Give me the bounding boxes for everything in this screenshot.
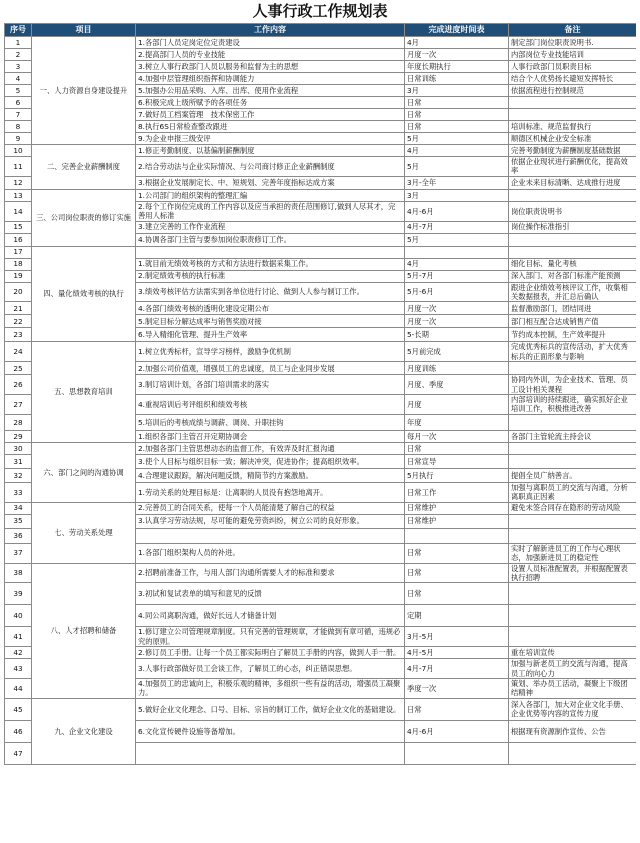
schedule: 5月 [405,157,509,177]
schedule: 5月-6月 [405,282,509,302]
work-content: 9.为企业申报三级安评 [136,133,405,145]
work-content: 4.各部门绩效考核的透明化建设定期公布 [136,302,405,315]
remark: 岗位操作标准指引 [509,221,637,233]
schedule [405,528,509,543]
row-number: 10 [5,145,32,157]
remark: 协同内外训，为企业技术、管理、员工设计相关课程 [509,375,637,395]
remark: 完善考勤制度为薪酬制度基础数据 [509,145,637,157]
schedule: 每月一次 [405,430,509,442]
remark [509,414,637,430]
schedule: 月度、季度 [405,375,509,395]
work-content: 4.加强员工的忠诚向上，积极乐观的精神，多组织一些有益的活动，增强员工凝聚力。 [136,678,405,698]
col-header-schedule: 完成进度时间表 [405,24,509,37]
row-number: 31 [5,454,32,468]
work-content: 2.加强各部门主管思想动态的监督工作，有效弄及时汇报沟通 [136,442,405,454]
remark: 实时了解新进员工的工作与心理状态，加强新进员工的稳定性 [509,543,637,563]
schedule: 日常工作 [405,482,509,502]
row-number: 26 [5,375,32,395]
schedule: 月度一次 [405,302,509,315]
work-content: 2.完善员工的合同关系，使每一个人员能清楚了解自己的权益 [136,502,405,514]
row-number: 30 [5,442,32,454]
row-number: 34 [5,502,32,514]
schedule: 4月 [405,145,509,157]
schedule: 3月 [405,85,509,97]
section-label: 七、劳动关系处理 [32,502,136,563]
schedule: 月度 [405,395,509,415]
schedule: 月度一次 [405,315,509,328]
work-content: 5.加强办公用品采购、入库、出库、使用作业流程 [136,85,405,97]
row-number: 16 [5,233,32,246]
row-number: 9 [5,133,32,145]
row-number: 38 [5,563,32,583]
remark: 监督激励部门，团结同进 [509,302,637,315]
work-content: 1.修正考勤制度、以基偏制薪酬制度 [136,145,405,157]
remark [509,442,637,454]
row-number: 13 [5,189,32,201]
schedule: 4月 [405,37,509,49]
work-content: 1.修订建立公司管理规章制度。只有完善的管理规章，才能做到有章可循，违规必究的原则。 [136,627,405,647]
remark [509,109,637,121]
work-content: 4.同公司离职沟通，做好长远人才储备计划 [136,605,405,627]
schedule: 4月-6月 [405,720,509,742]
remark: 顺德区机械企业安全标准 [509,133,637,145]
schedule: 年度 [405,414,509,430]
remark [509,514,637,528]
work-content: 3.认真学习劳动法规，尽可能的避免劳资纠纷，树立公司的良好形象。 [136,514,405,528]
schedule [405,246,509,258]
schedule: 4月-6月 [405,201,509,221]
schedule: 日常训练 [405,73,509,85]
row-number: 3 [5,61,32,73]
work-content: 1.公司部门的组织架构的整理汇编 [136,189,405,201]
remark [509,233,637,246]
remark: 各部门主管轮流主持会议 [509,430,637,442]
remark: 岗位职责说明书 [509,201,637,221]
col-header-project: 项目 [32,24,136,37]
work-content [136,246,405,258]
schedule: 日常 [405,583,509,605]
schedule: 5月前完成 [405,342,509,362]
schedule: 3月 [405,189,509,201]
remark: 设置人员标准配置表，并根据配置表执行招聘 [509,563,637,583]
row-number: 39 [5,583,32,605]
remark: 加强与离职员工的交流与沟通，分析离职真正因素 [509,482,637,502]
work-content: 2.加强公司价值观，增强员工的忠诚度，员工与企业同步发展 [136,362,405,375]
remark: 内部培训的持续跟进，确实抓好企业培训工作，积极推进改善 [509,395,637,415]
remark [509,627,637,647]
plan-table [4,23,636,839]
row-number: 46 [5,720,32,742]
schedule: 4月-7月 [405,221,509,233]
row-number: 5 [5,85,32,97]
work-content: 2.招聘前准备工作，与用人部门沟通所需要人才的标准和要求 [136,563,405,583]
work-content: 1.组织各部门主管召开定期协调会 [136,430,405,442]
schedule: 日常 [405,563,509,583]
col-header-seq: 序号 [5,24,32,37]
schedule [405,742,509,764]
section-label: 九、企业文化建设 [32,698,136,764]
work-content: 5.做好企业文化理念、口号、目标、宗旨的制订工作，做好企业文化的基础建设。 [136,698,405,720]
remark: 依据流程进行控制规范 [509,85,637,97]
remark [509,528,637,543]
schedule: 5月执行 [405,468,509,482]
schedule: 3月-5月 [405,627,509,647]
schedule: 3月-全年 [405,176,509,189]
section-label: 三、公司岗位职责的修订实施 [32,189,136,246]
remark: 加强与新老员工的交流与沟通，提高员工的向心力 [509,659,637,679]
section-label: 二、完善企业薪酬制度 [32,145,136,190]
schedule: 日常宣导 [405,454,509,468]
schedule: 5-长期 [405,328,509,342]
work-content: 4.合理建议跟踪，解决问题反馈，精简节约方案激励。 [136,468,405,482]
work-content: 1.就目前无绩效考核的方式和方法进行数据采集工作。 [136,258,405,270]
work-content: 2.修订员工手册。让每一个员工都实际明白了解员工手册的内容，做到人手一册。 [136,647,405,659]
row-number: 2 [5,49,32,61]
remark [509,189,637,201]
remark: 内部岗位专业技能培训 [509,49,637,61]
table-row [5,563,637,583]
schedule: 5月-7月 [405,270,509,282]
work-content: 4.重视培训后考评组织和绩效考核 [136,395,405,415]
work-content: 3.人事行政部做好员工会谈工作，了解员工的心态，纠正错误思想。 [136,659,405,679]
row-number: 15 [5,221,32,233]
remark: 依据企业现状进行薪酬优化，提高效率 [509,157,637,177]
remark [509,605,637,627]
row-number: 8 [5,121,32,133]
schedule: 4月 [405,258,509,270]
work-content: 3.树立人事行政部门人员以服务和监督为主的思想 [136,61,405,73]
schedule: 日常维护 [405,502,509,514]
work-content: 4.协调各部门主管与要参加岗位职责修订工作。 [136,233,405,246]
row-number: 42 [5,647,32,659]
work-content: 1.各部门人员定岗定位定责建设 [136,37,405,49]
remark: 策划、举办员工活动，凝聚上下级团结精神 [509,678,637,698]
remark [509,246,637,258]
section-label: 五、思想教育培训 [32,342,136,442]
remark: 深入部门、对各部门标准产能预测 [509,270,637,282]
table-row [5,246,637,258]
remark: 细化目标、量化考核 [509,258,637,270]
row-number: 22 [5,315,32,328]
work-content: 1.树立优秀标杆，宣导学习榜样，激励争优机制 [136,342,405,362]
row-number: 20 [5,282,32,302]
remark: 企业未来目标清晰、达成推行进度 [509,176,637,189]
row-number: 37 [5,543,32,563]
work-content: 1.各部门组织架构人员的补进。 [136,543,405,563]
remark: 节约成本控制，生产效率提升 [509,328,637,342]
schedule: 4月-5月 [405,647,509,659]
row-number: 1 [5,37,32,49]
remark: 部门相互配合达成销售产值 [509,315,637,328]
work-content: 8.执行6S日常检查整改跟进 [136,121,405,133]
remark: 结合个人优势扬长避短发挥特长 [509,73,637,85]
page-title: 人事行政工作规划表 [252,2,388,20]
row-number: 19 [5,270,32,282]
row-number: 36 [5,528,32,543]
row-number: 28 [5,414,32,430]
work-content: 1.劳动关系的处理目标是：让离职的人员没有抱怨地离开。 [136,482,405,502]
schedule: 日常 [405,121,509,133]
schedule: 月度训练 [405,362,509,375]
remark: 人事行政部门员职责目标 [509,61,637,73]
work-content: 3.绩效考核评估方法需实到各单位进行讨论、做到人人参与制订工作。 [136,282,405,302]
row-number: 45 [5,698,32,720]
schedule: 月度一次 [405,49,509,61]
schedule: 日常 [405,97,509,109]
section-label: 一、人力资源自身建设提升 [32,37,136,145]
schedule: 年度长期执行 [405,61,509,73]
work-content: 3.根据企业发展制定长、中、短规划、完善年度指标达成方案 [136,176,405,189]
section-label: 八、人才招聘和储备 [32,563,136,698]
remark: 培训标准、规范监督执行 [509,121,637,133]
remark: 重在培训宣传 [509,647,637,659]
remark [509,742,637,764]
schedule: 日常 [405,442,509,454]
work-content: 5.制定目标分解达成率与销售奖励对接 [136,315,405,328]
table-row [5,189,637,201]
remark [509,583,637,605]
header-row [5,24,637,37]
row-number: 32 [5,468,32,482]
schedule: 日常 [405,109,509,121]
remark: 深入各部门，加大对企业文化手册、企业优势等内容的宣传力度 [509,698,637,720]
row-number: 35 [5,514,32,528]
work-content: 2.制定绩效考核的执行标准 [136,270,405,282]
schedule: 季度一次 [405,678,509,698]
row-number: 41 [5,627,32,647]
remark [509,454,637,468]
row-number: 4 [5,73,32,85]
remark: 避免未签合同存在隐形的劳动风险 [509,502,637,514]
work-content: 3.初试和复试表单的填写和意见的反馈 [136,583,405,605]
remark: 制定部门岗位职责说明书. [509,37,637,49]
row-number: 23 [5,328,32,342]
table-row [5,502,637,514]
work-content: 6.导入精细化管理、提升生产效率 [136,328,405,342]
schedule: 5月 [405,233,509,246]
schedule: 5月 [405,133,509,145]
row-number: 33 [5,482,32,502]
remark: 完成优秀标兵的宣传活动，扩大优秀标兵的正面形象与影响 [509,342,637,362]
work-content: 2.提高部门人员的专业技能 [136,49,405,61]
table-row [5,342,637,362]
remark: 跟进企业绩效考核评议工作，收集相关数据报表，并汇总后确认 [509,282,637,302]
row-number: 43 [5,659,32,679]
row-number: 21 [5,302,32,315]
row-number: 17 [5,246,32,258]
schedule: 日常 [405,543,509,563]
work-content: 2.每个工作岗位完成的工作内容以及应当承担的责任范围修订,做到人尽其才，完善用人标准 [136,201,405,221]
remark: 根据现有资源制作宣传、公告 [509,720,637,742]
row-number: 27 [5,395,32,415]
schedule: 定期 [405,605,509,627]
row-number: 18 [5,258,32,270]
work-content: 6.文化宣传硬件设施等备增加。 [136,720,405,742]
row-number: 14 [5,201,32,221]
schedule: 日常维护 [405,514,509,528]
work-content: 6.积极完成上级所赋予的各项任务 [136,97,405,109]
row-number: 44 [5,678,32,698]
remark [509,97,637,109]
row-number: 24 [5,342,32,362]
row-number: 40 [5,605,32,627]
table-row [5,442,637,454]
work-content: 4.加强中层管理组织指挥和协调能力 [136,73,405,85]
schedule: 日常 [405,698,509,720]
schedule: 4月-7月 [405,659,509,679]
work-content: 2.结合劳动法与企业实际情况、与公司商讨修正企业薪酬制度 [136,157,405,177]
work-content: 3.制订培训计划，各部门培训需求的落实 [136,375,405,395]
work-content: 3.使个人目标与组织目标一致；解决冲突，促进协作；提高组织效率。 [136,454,405,468]
row-number: 11 [5,157,32,177]
remark [509,362,637,375]
section-label: 四、量化绩效考核的执行 [32,246,136,342]
table-row [5,37,637,49]
work-content: 5.培训后的考核成绩与调薪、调岗、升职挂钩 [136,414,405,430]
table-row [5,145,637,157]
table-body [5,37,637,765]
work-content: 7.做好员工档案管理 技术保密工作 [136,109,405,121]
col-header-content: 工作内容 [136,24,405,37]
row-number: 12 [5,176,32,189]
work-content: 3.建立完善的工作作业流程 [136,221,405,233]
table-row [5,698,637,720]
row-number: 25 [5,362,32,375]
row-number: 6 [5,97,32,109]
row-number: 29 [5,430,32,442]
col-header-note: 备注 [509,24,637,37]
row-number: 47 [5,742,32,764]
remark: 提倡全员广纳善言。 [509,468,637,482]
work-content [136,742,405,764]
work-content [136,528,405,543]
section-label: 六、部门之间的沟通协调 [32,442,136,502]
row-number: 7 [5,109,32,121]
